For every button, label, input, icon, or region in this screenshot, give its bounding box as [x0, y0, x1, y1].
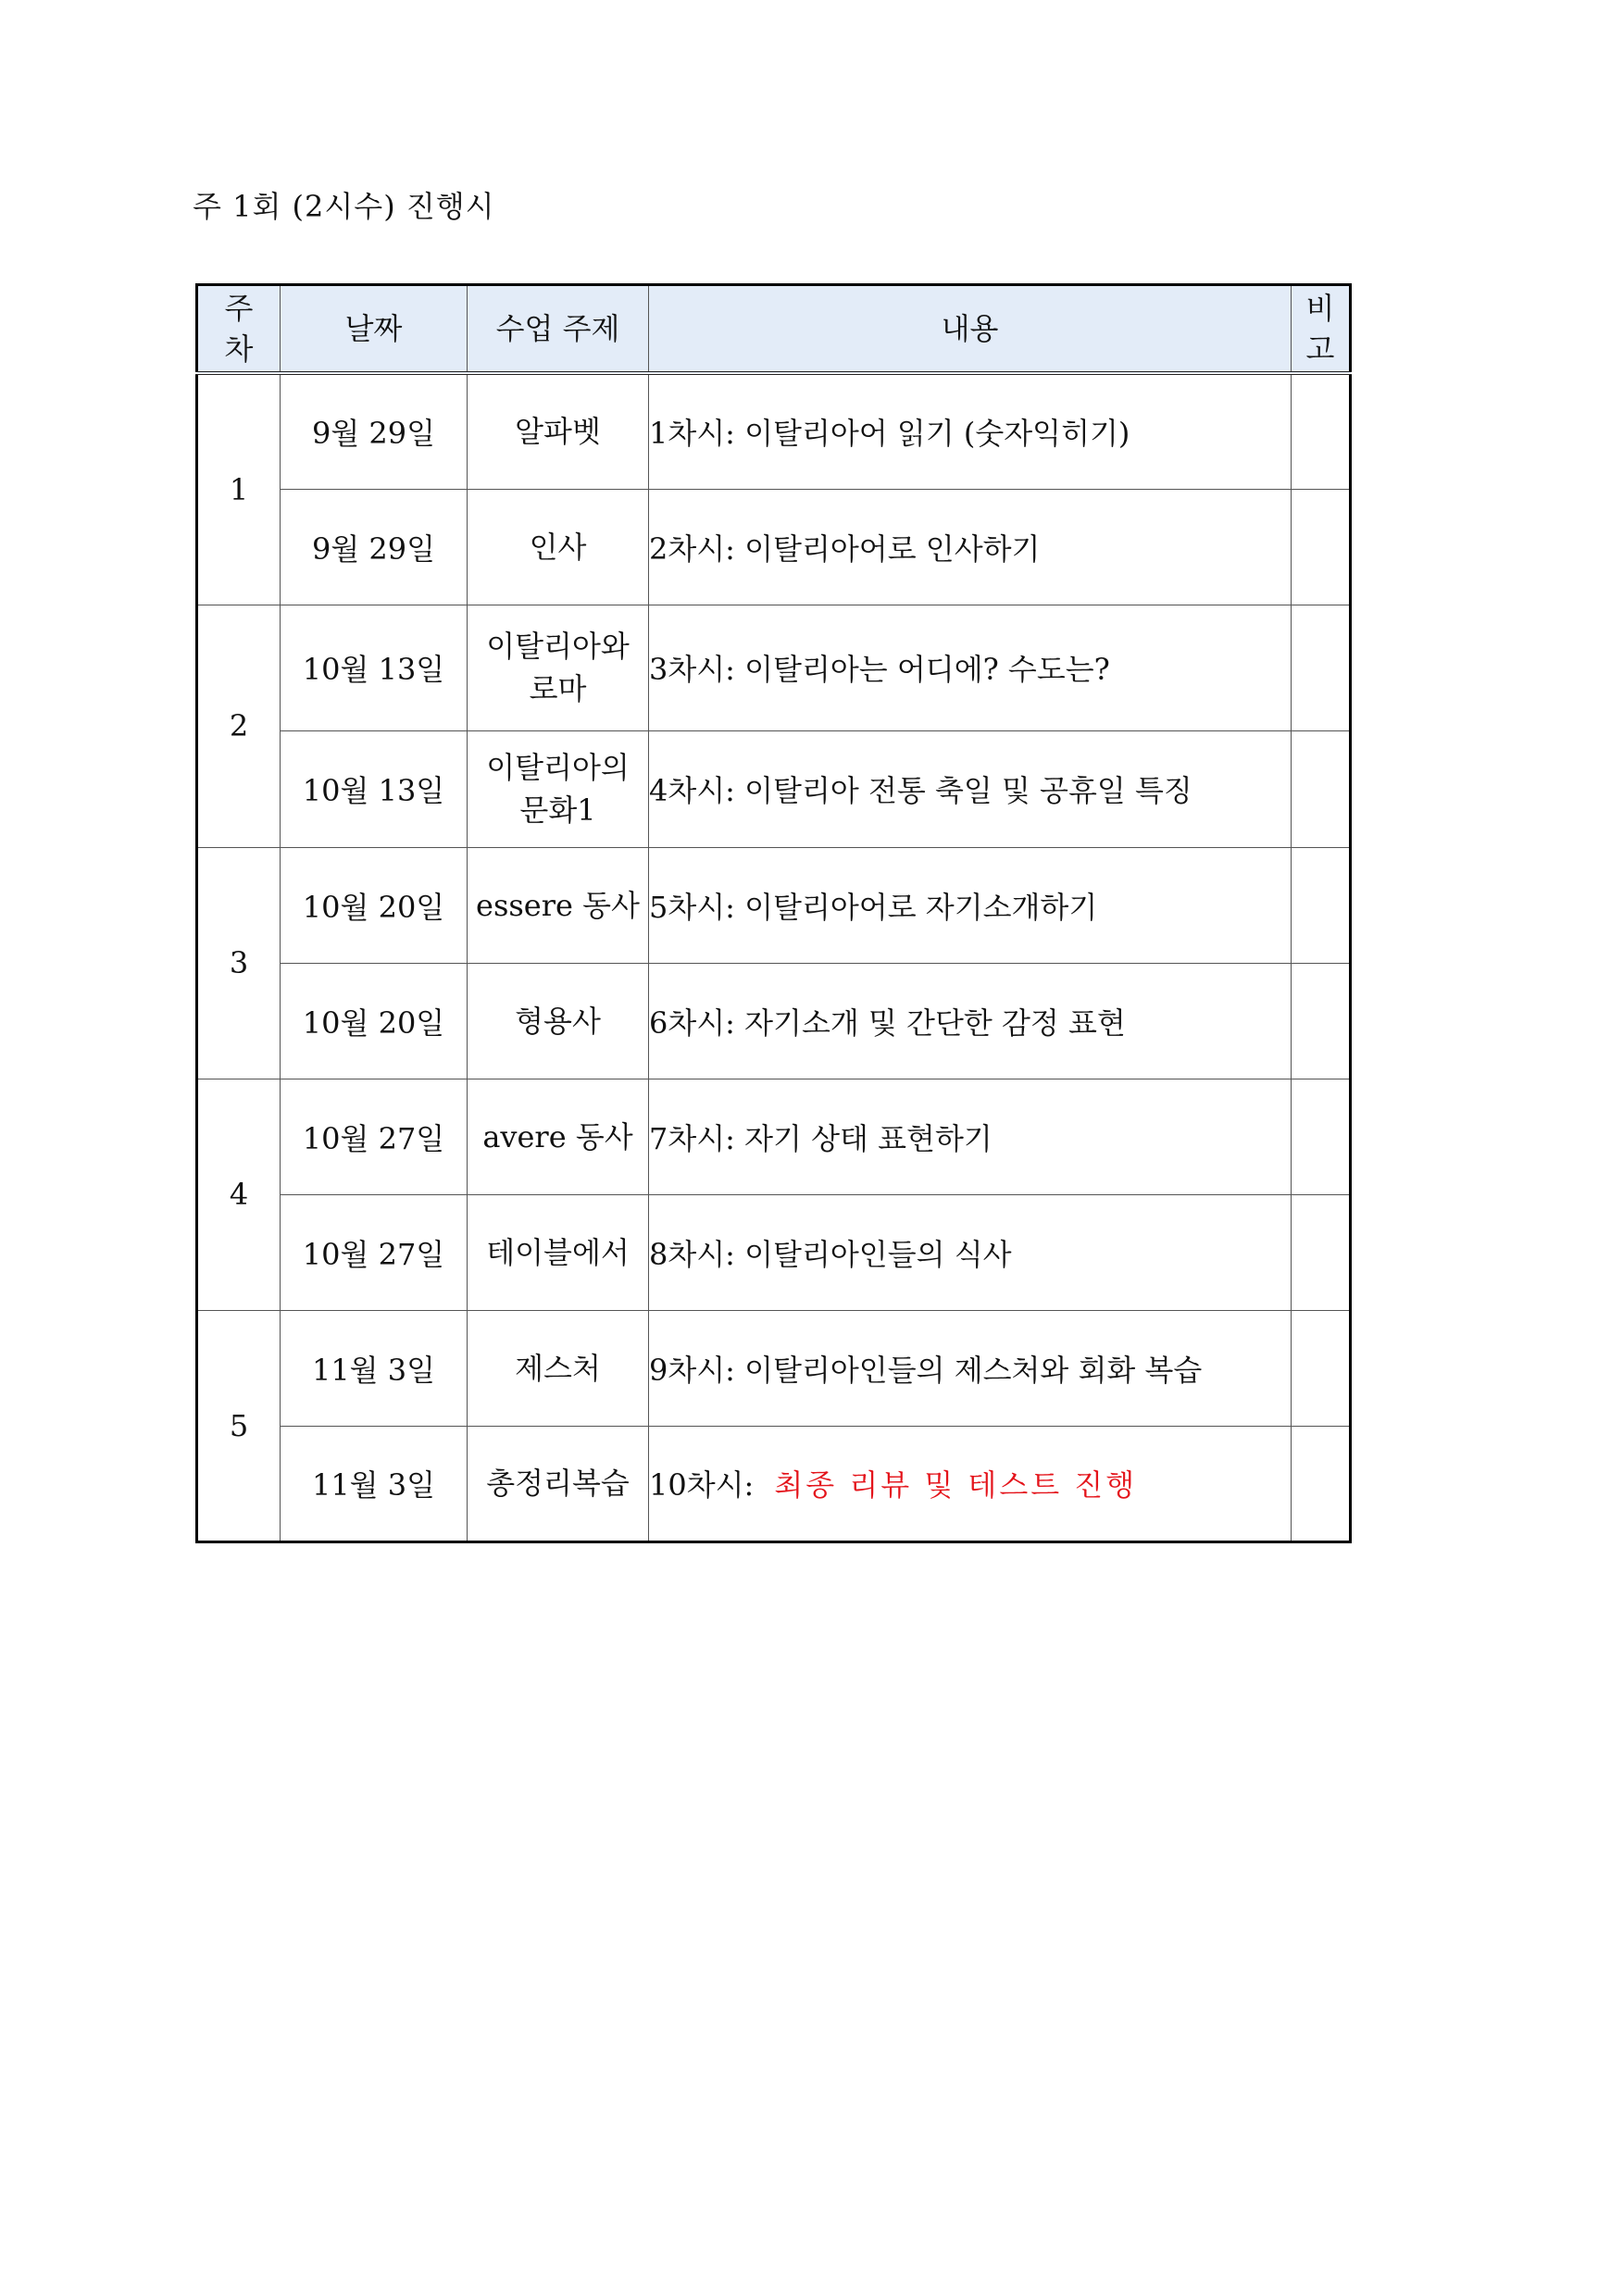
table-row	[197, 730, 1351, 847]
content-cell: 9차시: 이탈리아인들의 제스처와 회화 복습	[649, 1310, 1292, 1426]
topic-cell: 테이블에서	[468, 1194, 649, 1310]
table-row	[197, 489, 1351, 605]
date-cell: 10월 20일	[281, 847, 468, 963]
topic-cell: 알파벳	[468, 373, 649, 489]
date-cell: 9월 29일	[281, 489, 468, 605]
table-row	[197, 1310, 1351, 1426]
topic-cell	[468, 730, 649, 847]
date-cell: 10월 27일	[281, 1079, 468, 1194]
date-cell: 10월 13일	[281, 730, 468, 847]
table-row	[197, 1194, 1351, 1310]
note-cell	[1292, 1310, 1351, 1426]
topic-cell: essere 동사	[468, 847, 649, 963]
page-heading: 주 1회 (2시수) 진행시	[193, 189, 495, 224]
note-cell	[1292, 489, 1351, 605]
note-cell	[1292, 847, 1351, 963]
topic-cell: 형용사	[468, 963, 649, 1079]
header-week	[197, 285, 281, 374]
date-cell: 10월 20일	[281, 963, 468, 1079]
content-cell	[649, 1426, 1292, 1541]
header-topic: 수업 주제	[468, 285, 649, 374]
note-cell	[1292, 1426, 1351, 1541]
week-number: 1	[197, 373, 281, 605]
table-row	[197, 1426, 1351, 1541]
table-row	[197, 605, 1351, 730]
content-cell: 5차시: 이탈리아어로 자기소개하기	[649, 847, 1292, 963]
week-number: 2	[197, 605, 281, 847]
content-cell: 4차시: 이탈리아 전통 축일 및 공휴일 특징	[649, 730, 1292, 847]
note-cell	[1292, 963, 1351, 1079]
header-note-line1: 비	[1305, 291, 1335, 326]
topic-line: 로마	[529, 671, 587, 706]
content-cell: 2차시: 이탈리아어로 인사하기	[649, 489, 1292, 605]
table-row	[197, 847, 1351, 963]
content-cell: 8차시: 이탈리아인들의 식사	[649, 1194, 1292, 1310]
topic-cell: avere 동사	[468, 1079, 649, 1194]
header-note	[1292, 285, 1351, 374]
content-cell: 1차시: 이탈리아어 읽기 (숫자익히기)	[649, 373, 1292, 489]
date-cell: 9월 29일	[281, 373, 468, 489]
content-cell: 7차시: 자기 상태 표현하기	[649, 1079, 1292, 1194]
content-prefix: 10차시:	[649, 1467, 755, 1503]
content-cell: 3차시: 이탈리아는 어디에? 수도는?	[649, 605, 1292, 730]
topic-cell: 제스처	[468, 1310, 649, 1426]
note-cell	[1292, 1079, 1351, 1194]
date-cell: 11월 3일	[281, 1426, 468, 1541]
note-cell	[1292, 1194, 1351, 1310]
topic-line: 이탈리아와	[486, 629, 630, 664]
note-cell	[1292, 373, 1351, 489]
schedule-table	[195, 283, 1352, 1543]
table-row	[197, 963, 1351, 1079]
content-cell: 6차시: 자기소개 및 간단한 감정 표현	[649, 963, 1292, 1079]
header-date: 날짜	[281, 285, 468, 374]
week-number: 5	[197, 1310, 281, 1541]
topic-cell: 인사	[468, 489, 649, 605]
highlighted-content: 최종 리뷰 및 테스트 진행	[774, 1467, 1138, 1503]
header-week-line2: 차	[224, 331, 254, 367]
table-row	[197, 1079, 1351, 1194]
header-note-line2: 고	[1305, 331, 1335, 367]
date-cell: 10월 27일	[281, 1194, 468, 1310]
date-cell: 11월 3일	[281, 1310, 468, 1426]
topic-cell: 총정리복습	[468, 1426, 649, 1541]
header-row	[197, 285, 1351, 374]
topic-cell	[468, 605, 649, 730]
topic-line: 이탈리아의	[486, 750, 630, 785]
date-cell: 10월 13일	[281, 605, 468, 730]
header-week-line1: 주	[224, 291, 254, 326]
table-row	[197, 373, 1351, 489]
note-cell	[1292, 730, 1351, 847]
topic-line: 문화1	[519, 792, 596, 828]
week-number: 3	[197, 847, 281, 1079]
note-cell	[1292, 605, 1351, 730]
header-content: 내용	[649, 285, 1292, 374]
week-number: 4	[197, 1079, 281, 1310]
